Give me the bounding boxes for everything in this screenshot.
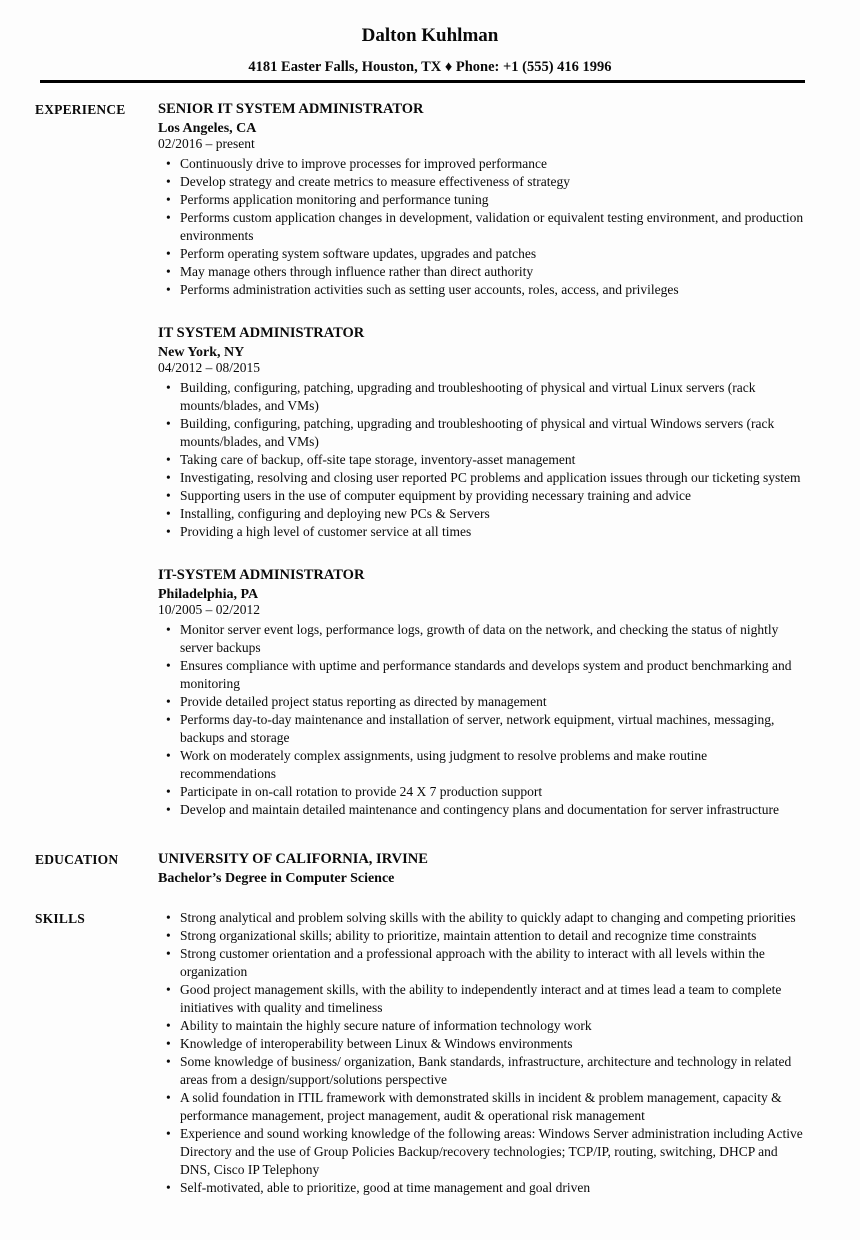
skill-bullet-item: • Strong analytical and problem solving skills with the ability to quickly adapt to changing and competing priorities [166,909,805,927]
job-bullet-item: • Performs application monitoring and performance tuning [166,191,805,209]
experience-section [35,100,805,819]
education-entry [158,850,805,888]
job-bullet-item: • Perform operating system software updates, upgrades and patches [166,245,805,263]
job-bullet-item: • Performs day-to-day maintenance and installation of server, network equipment, virtual machines, messaging, backups and storage [166,711,805,747]
person-name: Dalton Kuhlman [361,25,499,46]
job-location: Philadelphia, PA [158,587,259,602]
contact-line: 4181 Easter Falls, Houston, TX ♦ Phone: +1 (555) 416 1996 [248,59,612,75]
job-bullet-item: • Monitor server event logs, performance logs, growth of data on the network, and checking the status of nightly server backups [166,621,805,657]
skill-bullet-item: • Knowledge of interoperability between Linux & Windows environments [166,1035,805,1053]
job-bullet-item: • Continuously drive to improve processes for improved performance [166,155,805,173]
job-bullet-item: • Supporting users in the use of computer equipment by providing necessary training and advice [166,487,805,505]
skill-bullet-item: • Good project management skills, with the ability to independently interact and at times lead a team to complete initiatives with quality and timeliness [166,981,805,1017]
resume-body [35,100,805,1197]
job-bullet-item: • Provide detailed project status reporting as directed by management [166,693,805,711]
job-bullet-item: • Investigating, resolving and closing user reported PC problems and application issues through our ticketing system [166,469,805,487]
job-bullet-item: • May manage others through influence rather than direct authority [166,263,805,281]
job-bullet-item: • Building, configuring, patching, upgrading and troubleshooting of physical and virtual Windows servers (rack mounts/blades, and VMs) [166,415,805,451]
skills-section [35,909,805,1197]
skill-bullet-item: • Some knowledge of business/ organization, Bank standards, infrastructure, architecture and technology in related areas from a design/support/solutions perspective [166,1053,805,1089]
job-entry [158,566,805,819]
job-dates: 02/2016 – present [158,136,255,151]
skill-bullet-item: • Ability to maintain the highly secure nature of information technology work [166,1017,805,1035]
job-location: New York, NY [158,345,245,360]
job-entry [158,100,805,299]
education-section-label: EDUCATION [35,852,119,867]
job-bullets [158,621,805,819]
skills-section-label: SKILLS [35,911,85,926]
job-bullet-item: • Ensures compliance with uptime and performance standards and develops system and product benchmarking and monitoring [166,657,805,693]
job-bullet-item: • Providing a high level of customer service at all times [166,523,805,541]
job-bullets [158,379,805,541]
skills-list [158,909,805,1197]
skill-bullet-item: • Experience and sound working knowledge of the following areas: Windows Server administration including Active Directory and the use of Group Policies Backup/recovery technologies; TCP/IP, routing, switching, DHCP and DNS, Cisco IP Telephony [166,1125,805,1179]
job-entry [158,324,805,541]
experience-section-label: EXPERIENCE [35,102,126,117]
job-bullet-item: • Work on moderately complex assignments, using judgment to resolve problems and make routine recommendations [166,747,805,783]
job-title: SENIOR IT SYSTEM ADMINISTRATOR [158,101,424,117]
job-bullet-item: • Participate in on-call rotation to provide 24 X 7 production support [166,783,805,801]
job-bullet-item: • Installing, configuring and deploying new PCs & Servers [166,505,805,523]
skill-bullet-item: • Self-motivated, able to prioritize, good at time management and goal driven [166,1179,805,1197]
school-name: UNIVERSITY OF CALIFORNIA, IRVINE [158,851,428,867]
job-title: IT SYSTEM ADMINISTRATOR [158,325,365,341]
job-bullet-item: • Building, configuring, patching, upgrading and troubleshooting of physical and virtual Linux servers (rack mounts/blades, and VMs) [166,379,805,415]
job-bullets [158,155,805,299]
education-section [35,850,805,888]
job-bullet-item: • Develop strategy and create metrics to measure effectiveness of strategy [166,173,805,191]
job-location: Los Angeles, CA [158,121,257,136]
skill-bullet-item: • A solid foundation in ITIL framework with demonstrated skills in incident & problem management, capacity & performance management, project management, audit & operational risk management [166,1089,805,1125]
job-bullet-item: • Performs custom application changes in development, validation or equivalent testing environment, and production environments [166,209,805,245]
skill-bullet-item: • Strong organizational skills; ability to prioritize, maintain attention to detail and recognize time constraints [166,927,805,945]
job-bullet-item: • Taking care of backup, off-site tape storage, inventory-asset management [166,451,805,469]
skill-bullet-item: • Strong customer orientation and a professional approach with the ability to interact with all levels within the organization [166,945,805,981]
experience-jobs [158,100,805,819]
job-dates: 04/2012 – 08/2015 [158,360,261,375]
degree-name: Bachelor’s Degree in Computer Science [158,871,395,886]
resume-header [0,0,860,75]
job-title: IT-SYSTEM ADMINISTRATOR [158,567,365,583]
job-dates: 10/2005 – 02/2012 [158,602,261,617]
job-bullet-item: • Develop and maintain detailed maintenance and contingency plans and documentation for server infrastructure [166,801,805,819]
header-divider [40,80,805,83]
job-bullet-item: • Performs administration activities such as setting user accounts, roles, access, and privileges [166,281,805,299]
